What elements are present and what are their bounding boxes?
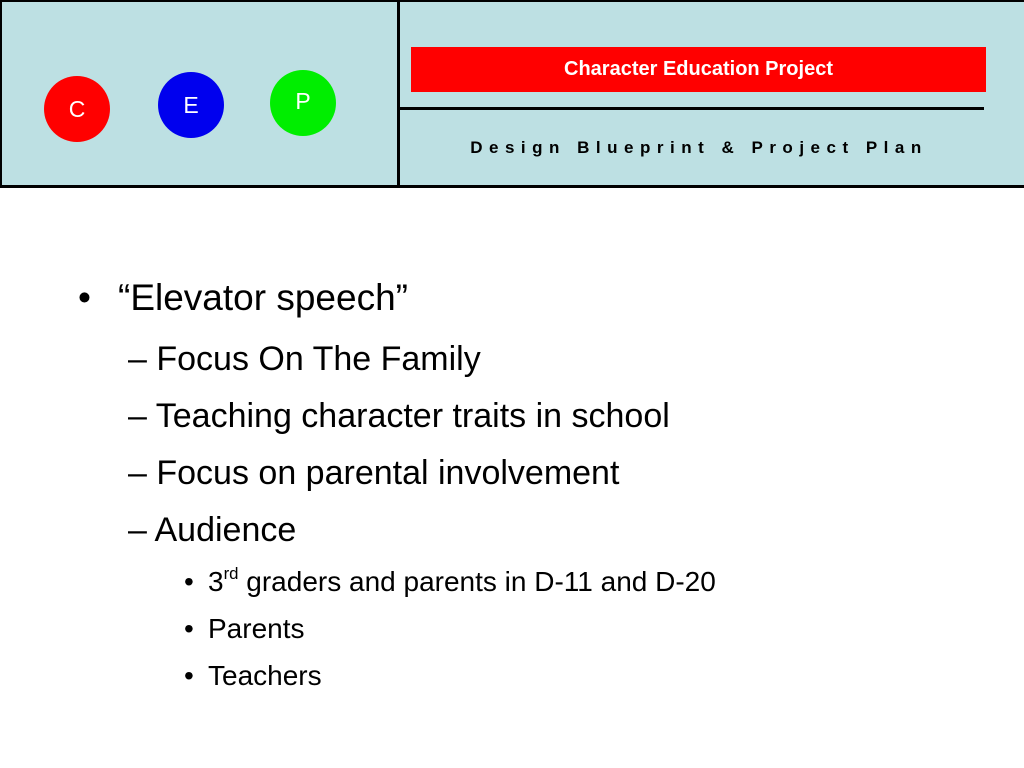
- bullet-marker: •: [184, 613, 194, 644]
- dash-marker: –: [128, 454, 147, 492]
- sub-item-text: Teaching character traits in school: [155, 397, 670, 435]
- main-bullet-text: “Elevator speech”: [118, 277, 408, 318]
- sub-item: [128, 394, 670, 438]
- logo-letter-e: E: [183, 91, 199, 118]
- sub-item-text: Focus on parental involvement: [156, 454, 620, 492]
- project-title: Character Education Project: [564, 58, 833, 80]
- sub-item: [128, 337, 481, 381]
- dash-marker: –: [128, 397, 147, 435]
- project-subtitle: Design Blueprint & Project Plan: [470, 138, 928, 157]
- bullet-marker: •: [184, 660, 194, 691]
- audience-item: [184, 611, 305, 647]
- logo-letter-c: C: [68, 95, 86, 122]
- logo-letter-p: P: [295, 88, 311, 114]
- audience-item: [184, 658, 322, 694]
- audience-item: [184, 564, 716, 600]
- audience-item-prefix: 3: [208, 566, 224, 597]
- audience-item-superscript: rd: [223, 564, 239, 583]
- audience-item-text: Teachers: [208, 660, 322, 691]
- audience-item-text: graders and parents in D-11 and D-20: [238, 566, 716, 597]
- audience-item-text: Parents: [208, 613, 305, 644]
- bullet-marker: •: [78, 277, 91, 318]
- bullet-marker: •: [184, 566, 194, 597]
- main-bullet-item: [78, 274, 408, 322]
- sub-item: [128, 508, 296, 552]
- dash-marker: –: [128, 511, 147, 549]
- sub-item-text: Audience: [154, 511, 297, 549]
- dash-marker: –: [128, 340, 147, 378]
- sub-item: [128, 451, 619, 495]
- sub-item-text: Focus On The Family: [156, 340, 481, 378]
